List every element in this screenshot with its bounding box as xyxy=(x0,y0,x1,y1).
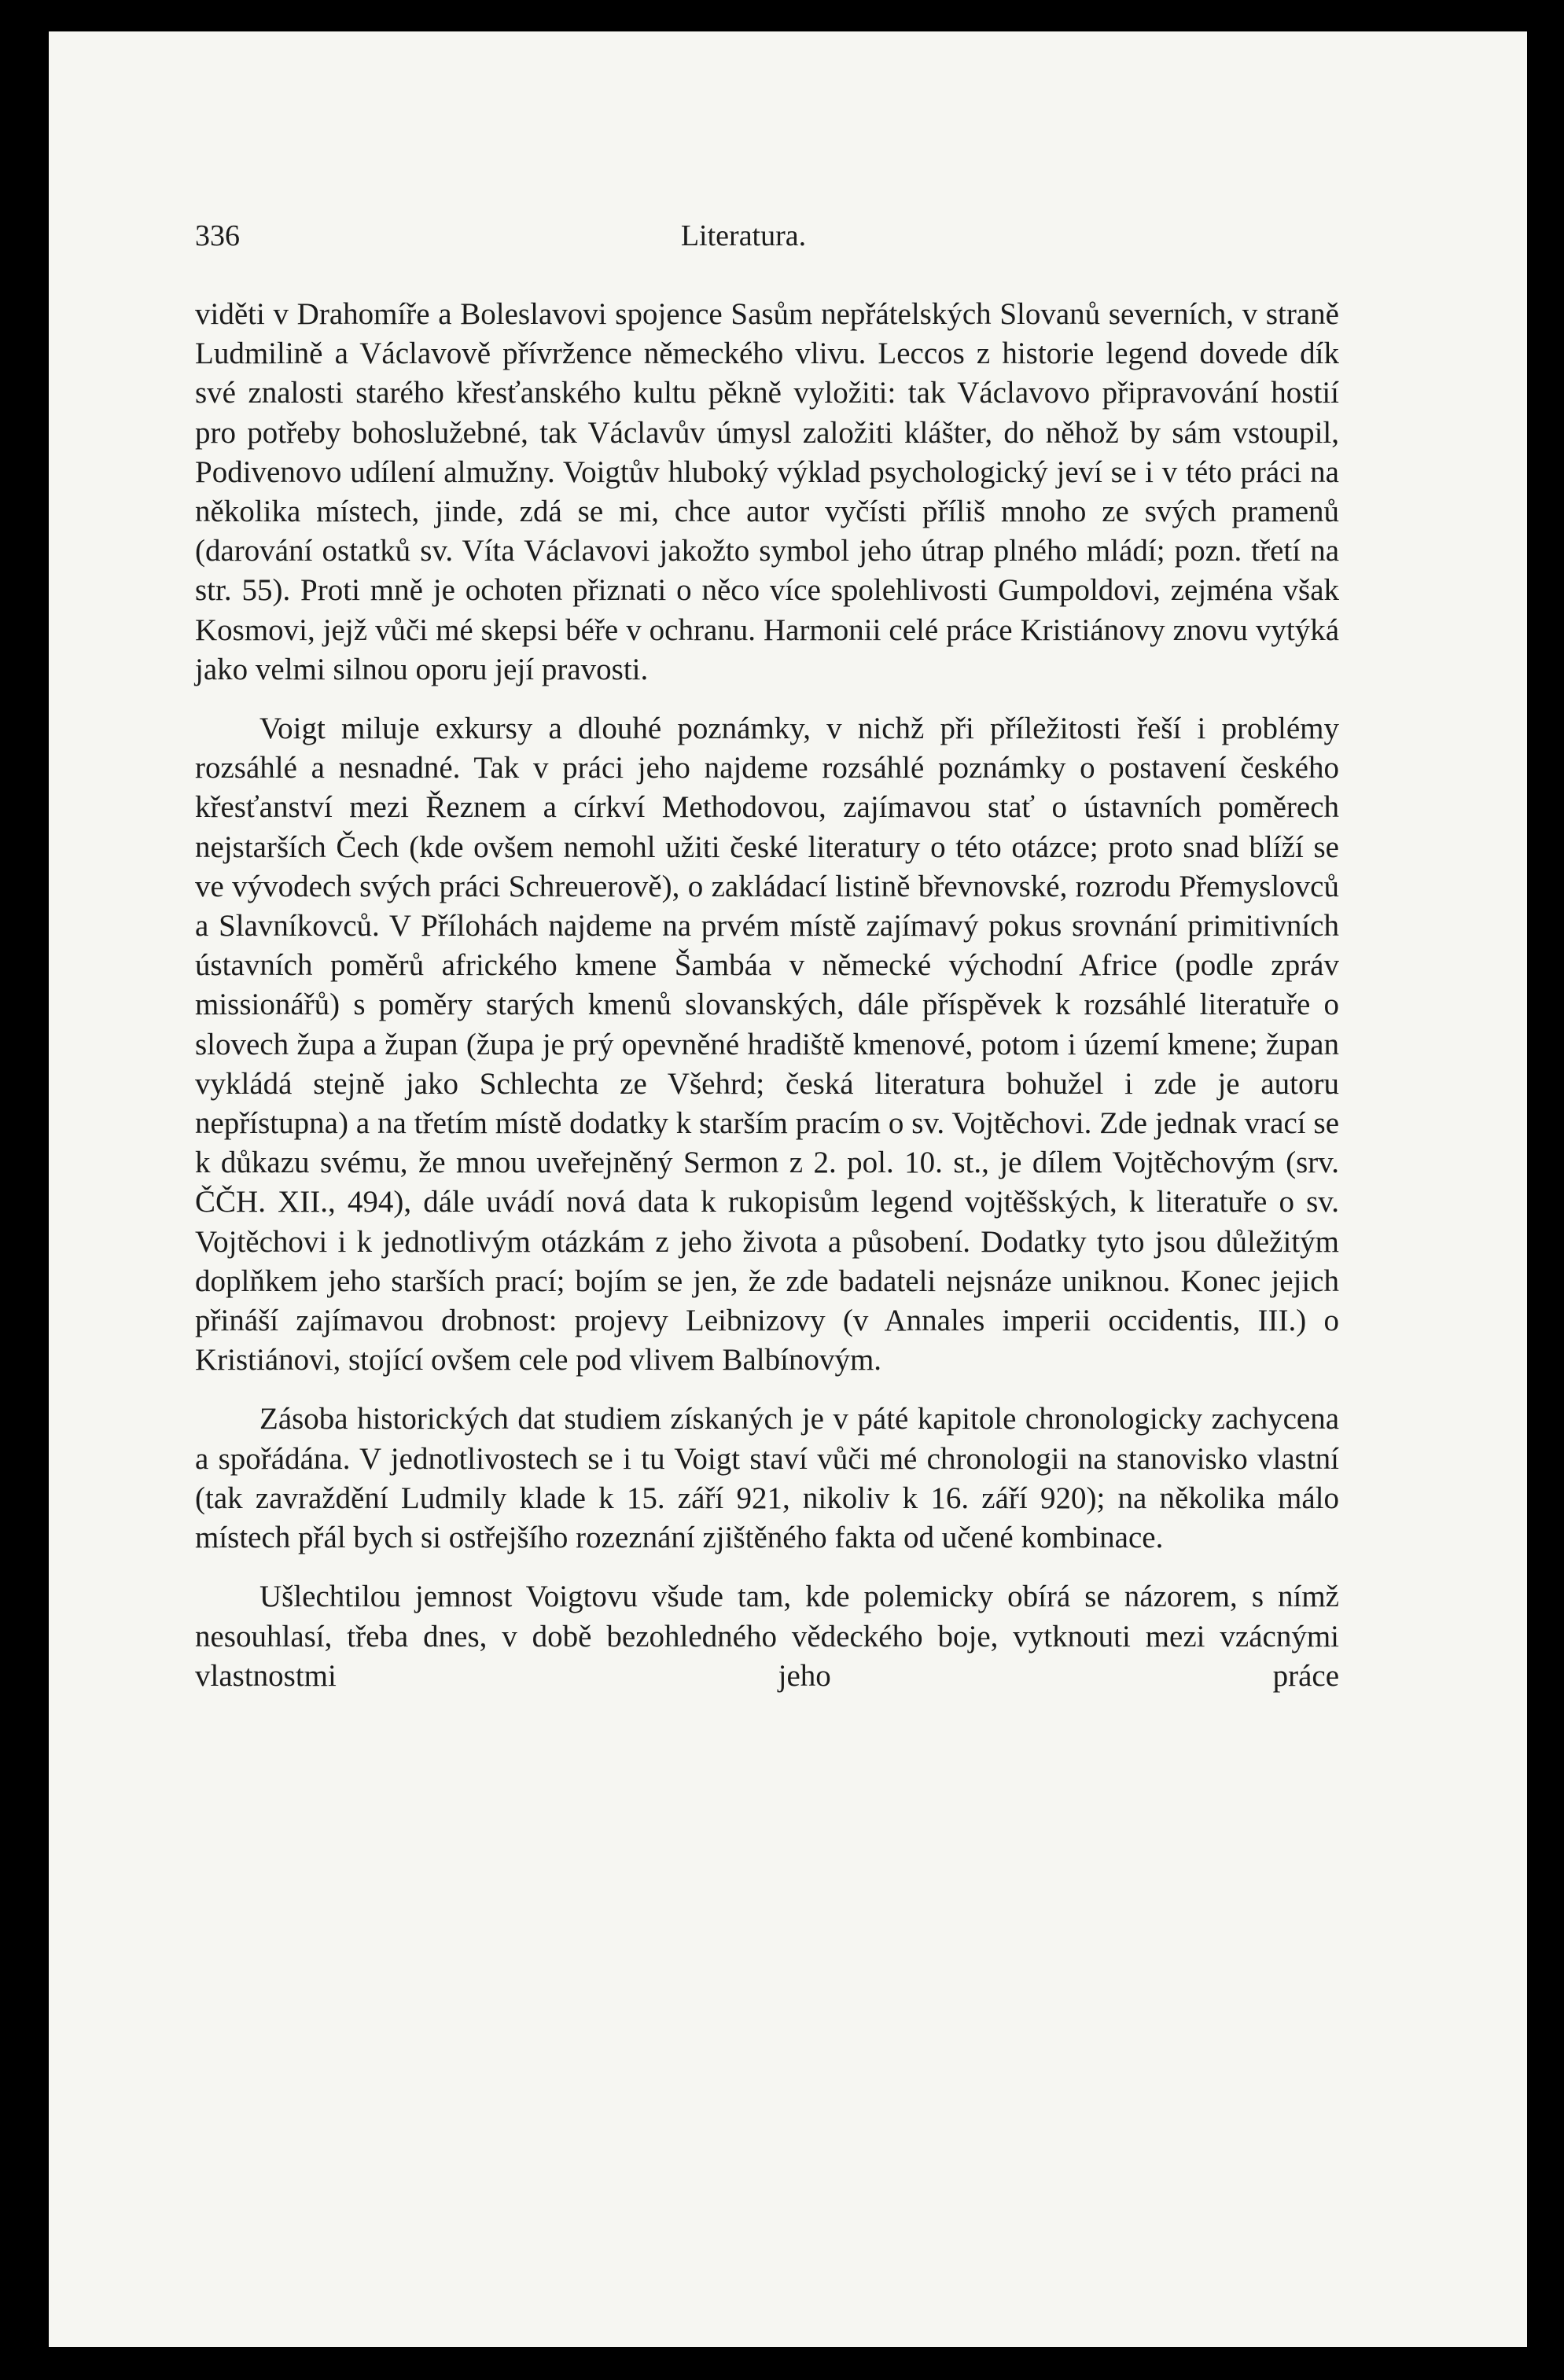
paragraph-3: Zásoba historických dat studiem získaných je v páté kapitole chronologicky zachycena a spořádána. V jednotlivostech se i tu Voigt staví vůči mé chronologii na stanovisko vlastní (tak zavraždění Ludmily klade k 15. září 921, nikoliv k 16. září 920); na několika málo místech přál bych si ostřejšího rozeznání zjištěného fakta od učené kombinace. xyxy=(195,1402,1339,1555)
page-number: 336 xyxy=(195,219,240,252)
running-title: Literatura. xyxy=(680,219,807,252)
paragraph-2: Voigt miluje exkursy a dlouhé poznámky, v nichž při příležitosti řeší i problémy rozsáhlé a nesnadné. Tak v práci jeho najdeme rozsáhlé poznámky o postavení českého křesťanství mezi Řeznem a církví Methodovou, zajímavou stať o ústavních poměrech nejstarších Čech (kde ovšem nemohl užiti české literatury o této otázce; proto snad blíží se ve vývodech svých práci Schreuerově), o zakládací listině břevnovské, rozrodu Přemyslovců a Slavníkovců. V Přílohách najdeme na prvém místě zajímavý pokus srovnání primitivních ústavních poměrů afrického kmene Šambáa v německé východní Africe (podle zpráv missionářů) s poměry starých kmenů slovanských, dále příspěvek k rozsáhlé literatuře o slovech župa a župan (župa je prý opevněné hradiště kmenové, potom i území kmene; župan vykládá stejně jako Schlechta ze Všehrd; česká literatura bohužel i zde je autoru nepřístupna) a na třetím místě dodatky k starším pracím o sv. Vojtěchovi. Zde jednak vrací se k důkazu svému, že mnou uveřejněný Sermon z 2. pol. 10. st., je dílem Vojtěchovým (srv. ČČH. XII., 494), dále uvádí nová data k rukopisům legend vojtěšských, k literatuře o sv. Vojtěchovi i k jednotlivým otázkám z jeho života a působení. Dodatky tyto jsou důležitým doplňkem jeho starších prací; bojím se jen, že zde badateli nejsnáze uniknou. Konec jejich přináší zajímavou drobnost: projevy Leibnizovy (v Annales imperii occidentis, III.) o Kristiánovi, stojící ovšem cele pod vlivem Balbínovým. xyxy=(195,712,1339,1378)
page-header xyxy=(195,219,1339,266)
paragraph-4: Ušlechtilou jemnost Voigtovu všude tam, kde polemicky obírá se názorem, s nímž nesouhlasí, třeba dnes, v době bezohledného vědeckého boje, vytknouti mezi vzácnými vlastnostmi jeho práce xyxy=(195,1580,1339,1693)
body-text xyxy=(195,295,1339,1716)
paragraph-1: viděti v Drahomíře a Boleslavovi spojence Sasům nepřátelských Slovanů severních, v straně Ludmilině a Václavově přívržence německého vlivu. Leccos z historie legend dovede dík své znalosti starého křesťanského kultu pěkně vyložiti: tak Václavovo připravování hostií pro potřeby bohoslužebné, tak Václavův úmysl založiti klášter, do něhož by sám vstoupil, Podivenovo udílení almužny. Voigtův hluboký výklad psychologický jeví se i v této práci na několika místech, jinde, zdá se mi, chce autor vyčísti příliš mnoho ze svých pramenů (darování ostatků sv. Víta Václavovi jakožto symbol jeho útrap plného mládí; pozn. třetí na str. 55). Proti mně je ochoten přiznati o něco více spolehlivosti Gumpoldovi, zejména však Kosmovi, jejž vůči mé skepsi béře v ochranu. Harmonii celé práce Kristiánovy znovu vytýká jako velmi silnou oporu její pravosti. xyxy=(195,297,1339,686)
